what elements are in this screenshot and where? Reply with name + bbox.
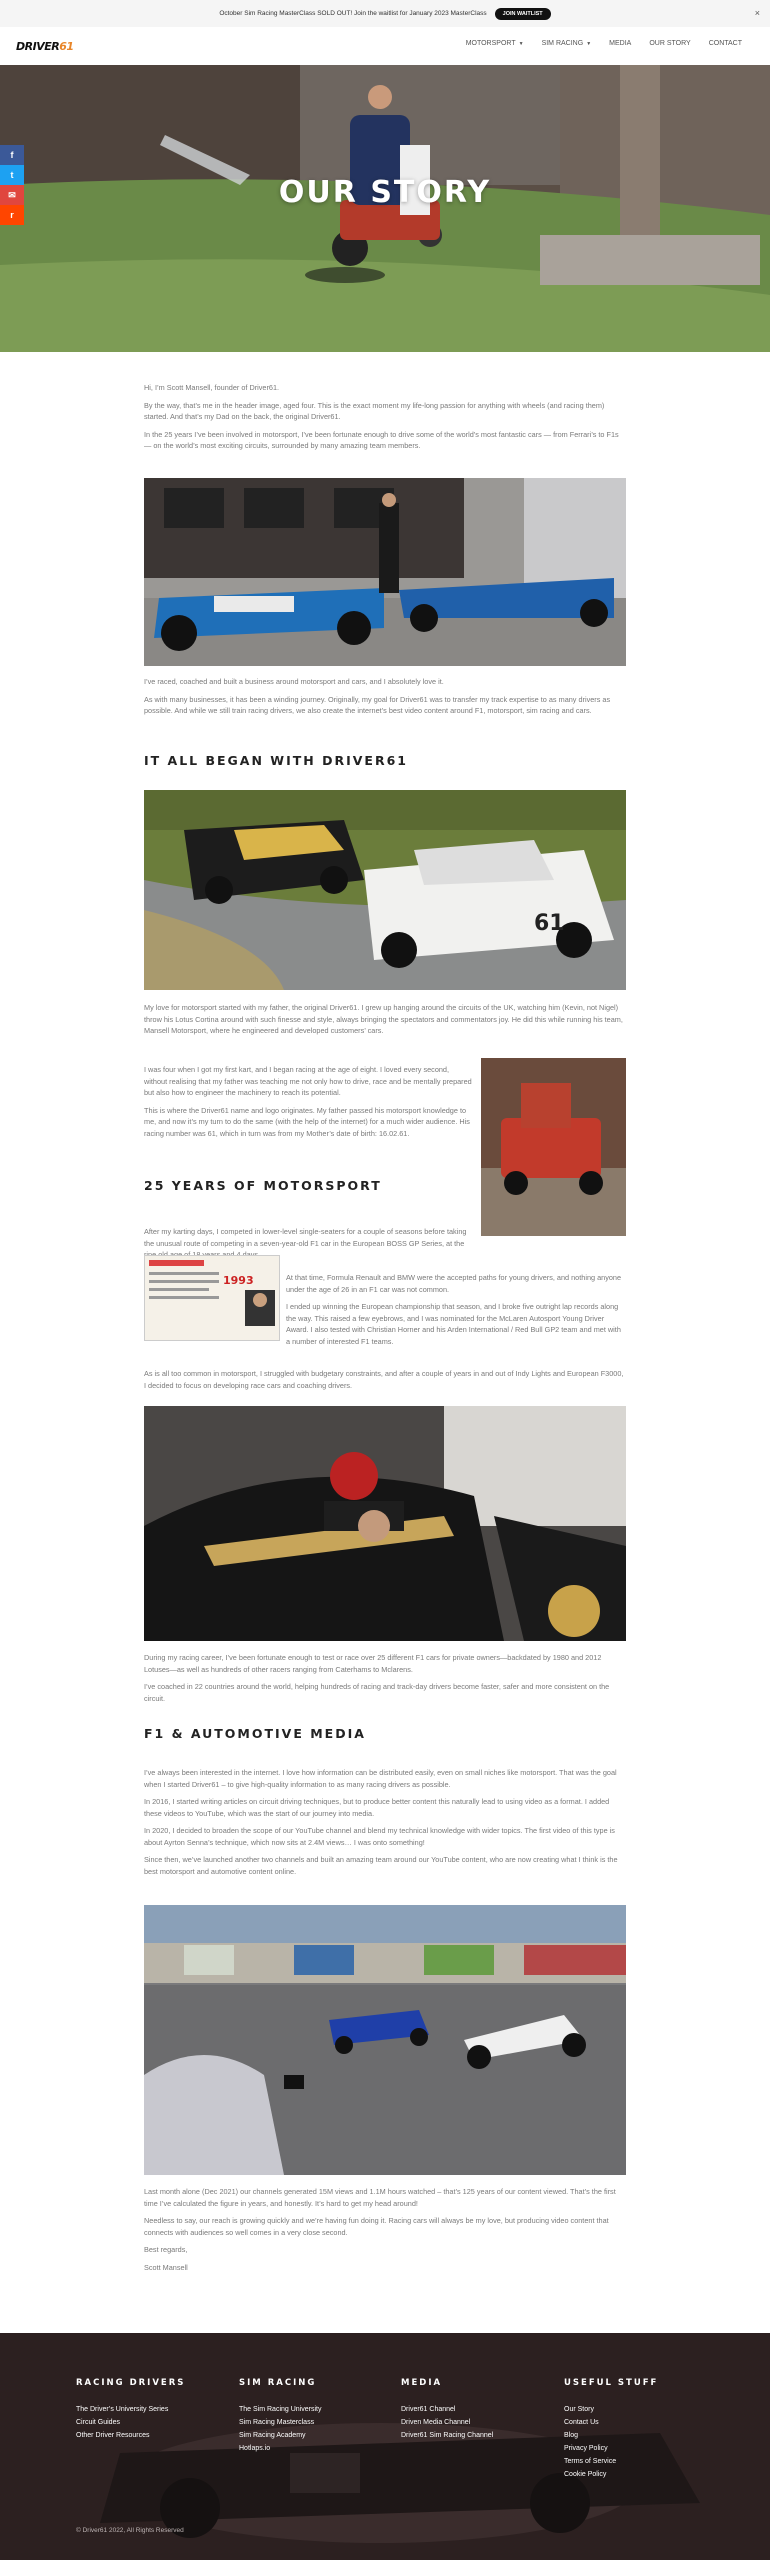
section-paragraph: I ended up winning the European championship that season, and I broke five outright lap records along the way. This raised a few eyebrows, and I was nominated for the McLaren Autosport Young Driver Award. I also tested with Christian Horner and his Arden International / Red Bull GP2 team and met with a number of interested F1 teams. — [286, 1302, 621, 1346]
racing-licence-photo — [144, 1255, 280, 1341]
filming-cars-photo — [144, 1905, 626, 2175]
footer-link[interactable]: Blog — [564, 2432, 579, 2439]
close-icon[interactable]: × — [754, 8, 760, 18]
footer-link[interactable]: Circuit Guides — [76, 2419, 120, 2426]
announcement-text: October Sim Racing MasterClass SOLD OUT! Join the waitlist for January 2023 MasterClass — [219, 10, 487, 17]
footer-link[interactable]: Other Driver Resources — [76, 2432, 150, 2439]
footer-link[interactable]: The Driver’s University Series — [76, 2406, 169, 2413]
site-logo[interactable]: DRIVER61 — [16, 40, 74, 53]
copyright-text: © Driver61 2022, All Rights Reserved — [76, 2527, 184, 2534]
footer-link[interactable]: Sim Racing Academy — [239, 2432, 306, 2439]
footer-column-sim-racing — [239, 2378, 321, 2458]
intro-paragraph: In the 25 years I’ve been involved in motorsport, I’ve been fortunate enough to drive some of the world’s most fantastic cars — from Ferrari’s to F1s — on the world’s most exciting circuits, surrounded by many amazing team members. — [144, 429, 619, 450]
footer-heading: SIM RACING — [239, 2378, 317, 2388]
nav-item-our-story[interactable]: OUR STORY — [649, 40, 691, 47]
section-paragraph: In 2016, I started writing articles on circuit driving techniques, but to produce better content this naturally lead to using video as a format. I added these videos to YouTube, which was the start of our journey into media. — [144, 1797, 610, 1818]
social-share-bar — [0, 145, 24, 225]
chevron-down-icon: ▼ — [518, 41, 524, 47]
footer-link[interactable]: Cookie Policy — [564, 2471, 607, 2478]
main-navigation — [0, 27, 770, 65]
svg-text:61: 61 — [534, 911, 565, 936]
kart-photo — [481, 1058, 626, 1236]
announcement-bar — [0, 0, 770, 27]
section-paragraph: During my racing career, I’ve been fortunate enough to test or race over 25 different F1 cars for private owners—backdated by 1980 and 2012 Lotuses—as well as hundreds of other racers ranging from Caterhams to Mclarens. — [144, 1653, 602, 1674]
footer-link[interactable]: Sim Racing Masterclass — [239, 2419, 315, 2426]
intro-section — [144, 382, 626, 458]
footer-link[interactable]: Hotlaps.io — [239, 2445, 271, 2452]
footer-link[interactable]: Driven Media Channel — [401, 2419, 471, 2426]
facebook-icon[interactable]: f — [0, 145, 24, 165]
section-paragraph: In 2020, I decided to broaden the scope of our YouTube channel and blend my technical knowledge with wider topics. The first video of this type is about Ayrton Senna’s technique, which now sits at 2.4M views… I was onto something! — [144, 1826, 615, 1847]
nav-item-motorsport[interactable]: MOTORSPORT ▼ — [465, 40, 524, 47]
footer-column-useful-stuff — [564, 2378, 658, 2484]
motorsport-career-text-3 — [144, 1368, 626, 1397]
reddit-icon[interactable]: r — [0, 205, 24, 225]
section-paragraph: My love for motorsport started with my father, the original Driver61. I grew up hanging around the circuits of the UK, watching him (Kevin, not Nigel) throw his Lotus Cortina around with such finesse and style, always bringing the spectators and commentators joy. He did this while running his team, Mansell Motorsport, where he engineered and developed customers’ cars. — [144, 1003, 623, 1035]
footer-link[interactable]: Terms of Service — [564, 2458, 617, 2465]
intro-paragraph: Hi, I’m Scott Mansell, founder of Driver61. — [144, 383, 280, 392]
email-icon[interactable]: ✉ — [0, 185, 24, 205]
lotus-cortina-photo — [144, 790, 626, 990]
footer-link[interactable]: Contact Us — [564, 2419, 599, 2426]
section-paragraph: I was four when I got my first kart, and I began racing at the age of eight. I loved every second, without realising that my father was teaching me not only how to drive, race and be mentally prepared but also how to engineer the machinery to reach its potential. — [144, 1065, 472, 1097]
lotus-f1-cockpit-photo — [144, 1406, 626, 1641]
nav-menu — [448, 40, 742, 47]
footer-link[interactable]: The Sim Racing University — [239, 2406, 322, 2413]
footer-heading: RACING DRIVERS — [76, 2378, 186, 2388]
signature-name: Scott Mansell — [144, 2262, 188, 2272]
footer-column-media — [401, 2378, 493, 2445]
footer-column-racing-drivers — [76, 2378, 185, 2445]
site-footer — [0, 2333, 770, 2560]
footer-link[interactable]: Privacy Policy — [564, 2445, 608, 2452]
motorsport-career-text-4 — [144, 1652, 626, 1710]
footer-heading: MEDIA — [401, 2378, 443, 2388]
motorsport-career-text-2 — [286, 1272, 626, 1353]
twitter-icon[interactable]: t — [0, 165, 24, 185]
section-paragraph: I’ve coached in 22 countries around the world, helping hundreds of racing and track-day drivers become faster, safer and more consistent on the circuit. — [144, 1682, 610, 1703]
chevron-down-icon: ▼ — [586, 41, 592, 47]
nav-item-sim-racing[interactable]: SIM RACING ▼ — [541, 40, 592, 47]
intro-section-continued — [144, 676, 626, 723]
footer-link[interactable]: Driver61 Sim Racing Channel — [401, 2432, 494, 2439]
media-text-closing — [144, 2186, 626, 2279]
section-paragraph: Needless to say, our reach is growing quickly and we’re having fun doing it. Racing cars will always be my love, but producing video content that connects with audiences so well comes in a very close second. — [144, 2216, 609, 2237]
section-heading-25-years: 25 YEARS OF MOTORSPORT — [144, 1178, 382, 1193]
footer-link[interactable]: Driver61 Channel — [401, 2406, 456, 2413]
page-title: OUR STORY — [278, 175, 492, 210]
section-paragraph: At that time, Formula Renault and BMW were the accepted paths for young drivers, and nothing anyone under the age of 26 in an F1 car was not common. — [286, 1273, 622, 1294]
section-paragraph: Last month alone (Dec 2021) our channels generated 15M views and 1.1M hours watched – that’s 125 years of our content viewed. That’s the first time I’ve calculated the figure in years, and honestly. It’s hard to get my head around! — [144, 2187, 616, 2208]
sign-off: Best regards, — [144, 2245, 188, 2254]
nav-item-contact[interactable]: CONTACT — [708, 40, 742, 47]
intro-paragraph: I’ve raced, coached and built a business around motorsport and cars, and I absolutely love it. — [144, 677, 444, 686]
section-heading-media: F1 & AUTOMOTIVE MEDIA — [144, 1726, 366, 1741]
section-heading-driver61: IT ALL BEGAN WITH DRIVER61 — [144, 753, 408, 768]
hero-banner — [0, 65, 770, 352]
intro-paragraph: As with many businesses, it has been a winding journey. Originally, my goal for Driver61 was to transfer my track expertise to as many drivers as possible. And while we still train racing drivers, we also create the internet’s best video content around F1, motorsport, sim racing and cars. — [144, 694, 611, 715]
f1-cars-photo — [144, 478, 626, 666]
section-paragraph: Since then, we’ve launched another two channels and built an amazing team around our YouTube content, who are now creating what I think is the best motorsport and automotive content online. — [144, 1855, 618, 1876]
join-waitlist-button[interactable]: JOIN WAITLIST — [495, 8, 551, 20]
svg-text:1993: 1993 — [223, 1274, 254, 1287]
section-paragraph: I’ve always been interested in the internet. I love how information can be distributed easily, even on small niches like motorsport. That was the goal when I started Driver61 – to give high-quality information to as many racing drivers as possible. — [144, 1768, 617, 1789]
driver61-origin-text — [144, 1002, 626, 1043]
section-paragraph: After my karting days, I competed in lower-level single-seaters for a couple of seasons before taking the unusual route of competing in a seven-year-old F1 car in the European BOSS GP Series, at the — [144, 1227, 467, 1248]
footer-link[interactable]: Our Story — [564, 2406, 594, 2413]
intro-paragraph: By the way, that’s me in the header image, aged four. This is the exact moment my life-long passion for anything with wheels (and racing them) started. And that’s my Dad on the back, the original Driver61. — [144, 400, 605, 421]
footer-heading: USEFUL STUFF — [564, 2378, 659, 2388]
section-paragraph: As is all too common in motorsport, I struggled with budgetary constraints, and after a couple of years in and out of Indy Lights and European F3000, I decided to focus on developing race cars and coaching drivers. — [144, 1369, 624, 1390]
nav-item-media[interactable]: MEDIA — [609, 40, 632, 47]
karting-text — [144, 1064, 474, 1145]
media-text — [144, 1767, 626, 1883]
section-paragraph: This is where the Driver61 name and logo originates. My father passed his motorsport knowledge to me, and now it’s my turn to do the same (with the help of the internet) for a much wider audience. His racing number was 61, which in turn was from my Mother’s date of birth: 16.02.61. — [144, 1105, 470, 1138]
